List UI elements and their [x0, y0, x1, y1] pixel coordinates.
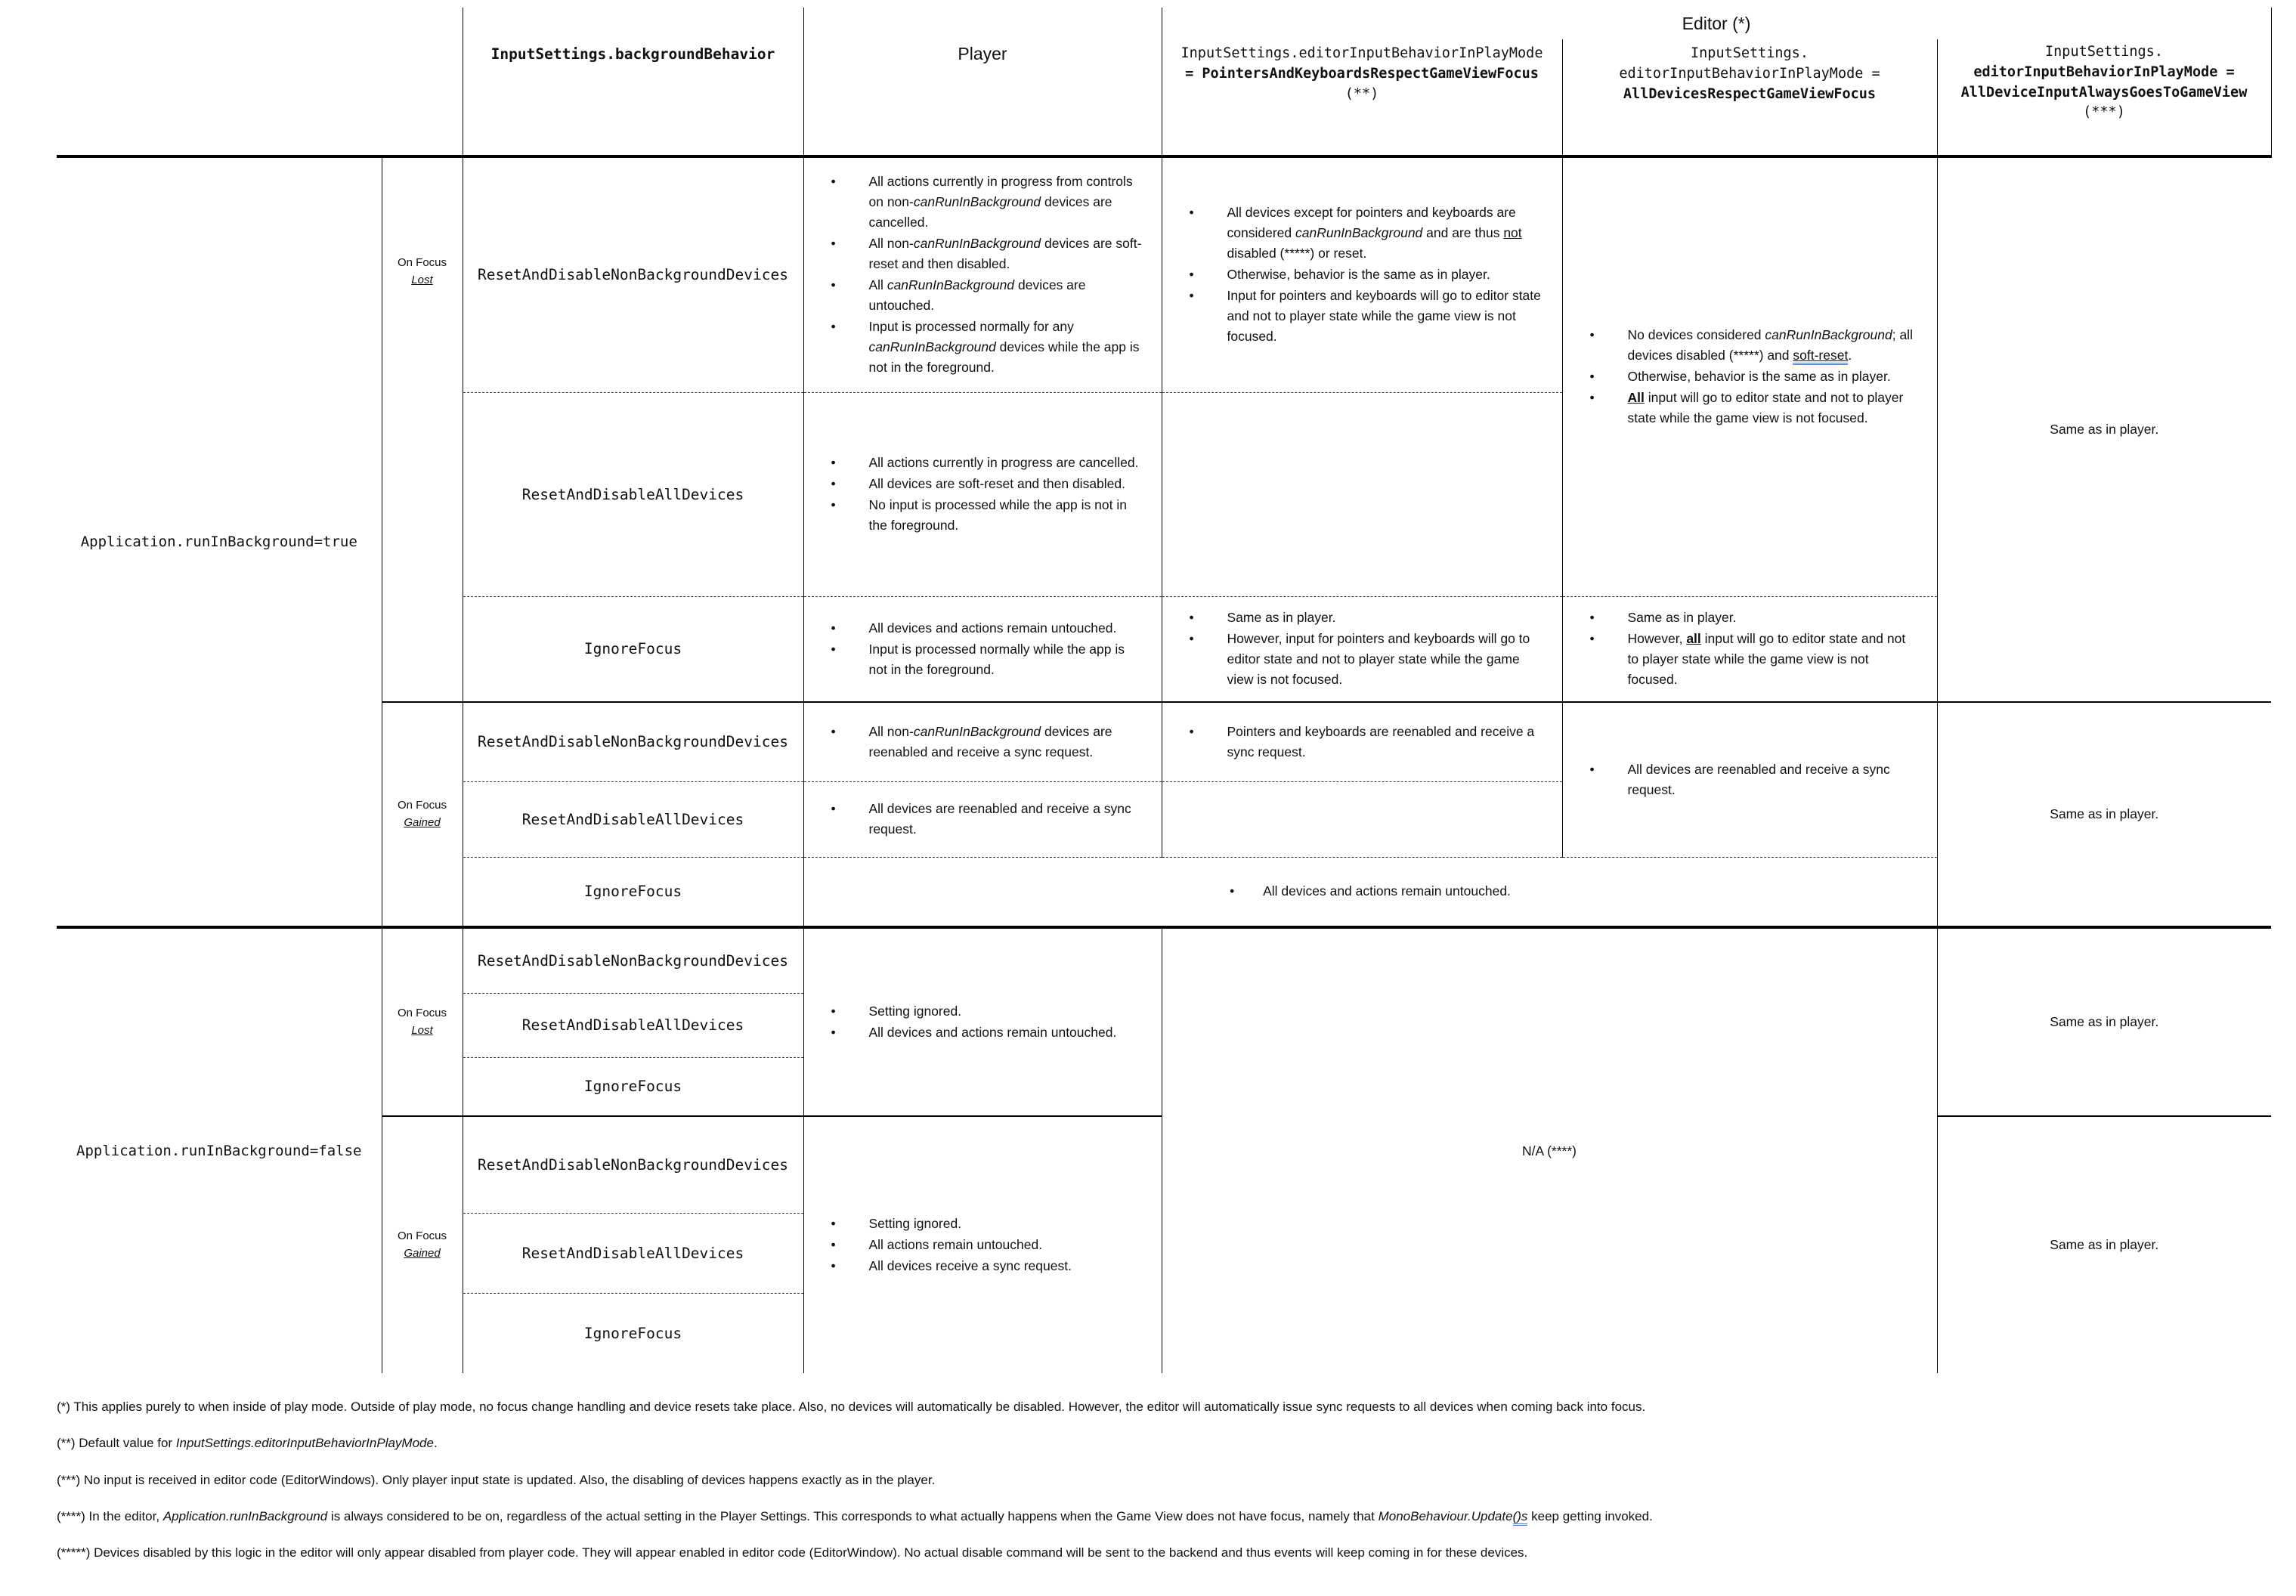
cell-editor-pk-true-gained-alldevices-empty [1162, 781, 1562, 857]
cell-editor-pk-true-gained-nonbackground [1162, 702, 1562, 781]
text-run: devices while the app is not in the foreground. [868, 339, 1140, 376]
bullet-marker: • [831, 497, 836, 512]
bullet-item [1170, 608, 1555, 628]
bullet-text [1227, 608, 1555, 628]
cell-editor-pk-true-lost-alldevices-empty [1162, 392, 1562, 596]
text-run: Otherwise, behavior is the same as in player. [1627, 369, 1891, 385]
cell-player-true-lost-nonbackground [803, 156, 1162, 392]
text-run: Application.runInBackground [162, 1508, 328, 1523]
header-editor-group: Editor (*) [1162, 8, 2271, 39]
cell-merged-true-gained-ignorefocus [803, 857, 1937, 927]
bullet-item [1570, 629, 1929, 690]
text-run: devices are cancelled. [868, 194, 1112, 230]
bullet-marker: • [1189, 288, 1194, 304]
bullet-item [1170, 286, 1555, 347]
bullet-item [812, 1214, 1154, 1234]
text-run: input will go to editor state and not to player state while the game view is not focused. [1627, 631, 1906, 688]
on-focus-label: On Focus [397, 1007, 447, 1019]
header-line: (***) [2083, 104, 2125, 121]
text-run: All devices and actions remain untouched. [868, 1025, 1117, 1040]
cell-on-focus-gained-false [382, 1116, 463, 1373]
bullet-text [1628, 388, 1929, 428]
on-focus-label: On Focus [397, 799, 447, 812]
header-editor-all-input-gameview [1937, 39, 2271, 156]
footnote-run-in-background-editor [57, 1508, 2273, 1524]
bullet-marker: • [1189, 610, 1194, 626]
bullet-item [812, 495, 1154, 536]
bullet-text [869, 1256, 1154, 1276]
header-spacer-left [57, 39, 463, 156]
bullet-marker: • [1589, 390, 1595, 406]
bullet-item [812, 275, 1154, 316]
text-run: and are thus [1422, 225, 1504, 241]
cell-behavior-reset-nonbackground: ResetAndDisableNonBackgroundDevices [463, 156, 803, 392]
table-body [57, 156, 2271, 1373]
row-true-lost-nonbackground [57, 156, 2271, 392]
focus-lost-label: Lost [411, 273, 433, 286]
text-run: All non- [868, 236, 914, 252]
bullet-item [1570, 608, 1929, 628]
bullet-marker: • [1189, 205, 1194, 221]
header-line: InputSettings. [1691, 45, 1809, 61]
text-run: canRunInBackground [887, 277, 1015, 293]
bullet-marker: • [831, 1216, 836, 1231]
cell-editor-pk-true-lost-nonbackground [1162, 156, 1562, 392]
cell-on-focus-gained-true [382, 702, 463, 927]
cell-on-focus-lost-true [382, 156, 463, 702]
footnotes-section [57, 1399, 2273, 1560]
bullet-marker: • [1189, 723, 1194, 739]
text-run: keep getting invoked. [1527, 1508, 1653, 1523]
header-editor-pointers-keyboards [1162, 39, 1562, 156]
text-run: Otherwise, behavior is the same as in player. [1227, 267, 1490, 283]
cell-behavior-ignorefocus: IgnoreFocus [463, 1057, 803, 1116]
cell-editor-alldevices-true-gained-span [1562, 702, 1937, 857]
text-run: soft-reset [1793, 348, 1848, 365]
bullet-marker: • [1230, 883, 1235, 899]
bullet-marker: • [831, 319, 836, 335]
bullet-text [1227, 286, 1555, 347]
cell-behavior-reset-nonbackground: ResetAndDisableNonBackgroundDevices [463, 702, 803, 781]
text-run: canRunInBackground [913, 236, 1041, 252]
bullet-item [812, 799, 1154, 840]
bullet-item [812, 317, 1154, 378]
bullet-text [869, 495, 1154, 536]
bullet-item [1170, 203, 1555, 264]
focus-gained-label: Gained [404, 815, 441, 829]
cell-behavior-reset-nonbackground: ResetAndDisableNonBackgroundDevices [463, 1116, 803, 1213]
bullet-text [869, 1022, 1154, 1043]
bullet-item [1170, 722, 1555, 762]
bullet-marker: • [831, 620, 836, 636]
bullet-item [812, 1256, 1154, 1276]
footnote-play-mode [57, 1399, 2273, 1415]
bullet-marker: • [831, 476, 836, 491]
bullet-item [812, 722, 1154, 762]
text-run: not [1503, 225, 1522, 241]
bullet-text [1628, 608, 1929, 628]
bullet-marker: • [831, 1258, 836, 1273]
bullet-item [812, 234, 1154, 274]
cell-editor-allinput-true-lost: Same as in player. [1937, 156, 2271, 702]
cell-player-true-lost-alldevices [803, 392, 1162, 596]
bullet-marker: • [1589, 369, 1595, 385]
text-run: All devices are reenabled and receive a sync request. [1627, 761, 1890, 797]
bullet-text [869, 1214, 1154, 1234]
header-line: AllDevicesRespectGameViewFocus [1623, 85, 1877, 102]
text-run: All devices and actions remain untouched. [868, 620, 1117, 636]
row-true-gained-nonbackground [57, 702, 2271, 781]
header-columns-row [57, 39, 2271, 156]
bullet-item [812, 474, 1154, 494]
bullet-text [1628, 759, 1929, 800]
text-run: devices are untouched. [868, 277, 1086, 314]
cell-editor-not-applicable: N/A (****) [1162, 927, 1937, 1373]
text-run: MonoBehaviour.Update [1378, 1508, 1513, 1523]
cell-behavior-reset-nonbackground: ResetAndDisableNonBackgroundDevices [463, 927, 803, 993]
text-run: All devices receive a sync request. [868, 1258, 1072, 1273]
text-run: No input is processed while the app is not in the foreground. [868, 497, 1127, 533]
text-run: All actions currently in progress are cancelled. [868, 455, 1139, 470]
text-run: All non- [868, 723, 914, 739]
cell-player-true-gained-alldevices [803, 781, 1162, 857]
cell-player-true-lost-ignorefocus [803, 596, 1162, 702]
bullet-text [869, 1001, 1154, 1022]
text-run: (**) Default value for [57, 1436, 176, 1451]
bullet-marker: • [831, 723, 836, 739]
text-run: (*) This applies purely to when inside of play mode. Outside of play mode, no focus change handling and device resets take place. Also, no devices will automatically be disabled. However, the editor will automatically issue sync requests to all devices when coming back into focus. [57, 1400, 1646, 1414]
bullet-text [869, 453, 1154, 473]
text-run: All [868, 277, 887, 293]
bullet-text [1263, 881, 1511, 902]
bullet-text [869, 618, 1154, 639]
bullet-item [1570, 759, 1929, 800]
bullet-marker: • [831, 1237, 836, 1252]
text-run: All devices are reenabled and receive a sync request. [868, 801, 1131, 837]
footnote-devices-disabled [57, 1545, 2273, 1560]
text-run: Same as in player. [1227, 610, 1336, 626]
header-player: Player [803, 39, 1162, 156]
text-run: All actions remain untouched. [868, 1237, 1043, 1252]
row-false-lost-nonbackground [57, 927, 2271, 993]
bullet-marker: • [831, 801, 836, 816]
text-run: InputSettings.editorInputBehaviorInPlayMode [175, 1436, 434, 1451]
text-run: is always considered to be on, regardless of the actual setting in the Player Settings. This corresponds to what actually happens when the Game View does not have focus, namely that [327, 1508, 1379, 1523]
bullet-text [1227, 629, 1555, 690]
header-spacer-background-behavior [463, 8, 803, 39]
on-focus-label: On Focus [397, 256, 447, 269]
text-run: all [1686, 631, 1701, 647]
bullet-marker: • [831, 277, 836, 293]
header-line: (**) [1344, 85, 1379, 102]
header-line: editorInputBehaviorInPlayMode = [1619, 65, 1880, 82]
cell-player-true-gained-nonbackground [803, 702, 1162, 781]
text-run: No devices considered [1627, 327, 1765, 343]
bullet-text [1227, 203, 1555, 264]
text-run: All devices except for pointers and keyboards are considered [1227, 205, 1516, 241]
bullet-marker: • [831, 236, 836, 252]
bullet-marker: • [1589, 610, 1595, 626]
bullet-text [1628, 367, 1929, 387]
bullet-text [1628, 629, 1929, 690]
header-background-behavior: InputSettings.backgroundBehavior [463, 39, 803, 156]
focus-gained-label: Gained [404, 1246, 441, 1260]
bullet-text [1227, 264, 1555, 285]
header-line: AllDeviceInputAlwaysGoesToGameView [1960, 84, 2248, 101]
cell-behavior-reset-alldevices: ResetAndDisableAllDevices [463, 993, 803, 1057]
bullet-text [1628, 325, 1929, 366]
text-run: devices are reenabled and receive a sync request. [868, 723, 1112, 759]
text-run: Setting ignored. [868, 1004, 962, 1019]
bullet-marker: • [1189, 267, 1194, 283]
footnote-editor-code [57, 1472, 2273, 1488]
text-run: ()s [1513, 1509, 1528, 1526]
cell-editor-allinput-false-lost: Same as in player. [1937, 927, 2271, 1116]
cell-behavior-reset-alldevices: ResetAndDisableAllDevices [463, 1213, 803, 1293]
text-run: All actions currently in progress from controls on non- [868, 174, 1133, 210]
header-editor-all-devices-respect [1562, 39, 1937, 156]
cell-behavior-reset-alldevices: ResetAndDisableAllDevices [463, 392, 803, 596]
text-run: canRunInBackground [913, 194, 1041, 210]
header-group-row [57, 8, 2271, 39]
text-run: Input is processed normally for any [868, 319, 1074, 335]
input-background-behavior-table [57, 8, 2272, 1373]
bullet-item [812, 881, 1929, 902]
cell-behavior-ignorefocus: IgnoreFocus [463, 596, 803, 702]
text-run: . [433, 1436, 438, 1451]
cell-behavior-reset-alldevices: ResetAndDisableAllDevices [463, 781, 803, 857]
header-spacer [57, 8, 463, 39]
table-header [57, 8, 2271, 156]
cell-editor-allinput-false-gained: Same as in player. [1937, 1116, 2271, 1373]
cell-run-in-background-false: Application.runInBackground=false [57, 927, 382, 1373]
bullet-marker: • [1589, 327, 1595, 343]
bullet-marker: • [1589, 631, 1595, 647]
bullet-text [869, 275, 1154, 316]
cell-run-in-background-true: Application.runInBackground=true [57, 156, 382, 927]
text-run: Input is processed normally while the app is not in the foreground. [868, 641, 1125, 677]
text-run: All devices and actions remain untouched. [1263, 883, 1511, 899]
bullet-text [1227, 722, 1555, 762]
bullet-item [812, 1022, 1154, 1043]
on-focus-label: On Focus [397, 1229, 447, 1242]
cell-behavior-ignorefocus: IgnoreFocus [463, 857, 803, 927]
text-run: input will go to editor state and not to player state while the game view is not focused. [1627, 390, 1904, 426]
text-run: Input for pointers and keyboards will go to editor state and not to player state while the game view is not focused. [1227, 288, 1541, 345]
bullet-item [812, 172, 1154, 233]
text-run: . [1848, 348, 1852, 363]
bullet-text [869, 799, 1154, 840]
cell-editor-pk-true-lost-ignorefocus [1162, 596, 1562, 702]
bullet-item [1170, 629, 1555, 690]
bullet-text [869, 639, 1154, 680]
text-run: All devices are soft-reset and then disabled. [868, 476, 1125, 491]
bullet-text [869, 474, 1154, 494]
bullet-text [869, 722, 1154, 762]
bullet-marker: • [831, 641, 836, 657]
header-spacer-player [803, 8, 1162, 39]
bullet-item [1570, 367, 1929, 387]
text-run: (***) No input is received in editor code (EditorWindows). Only player input state is updated. Also, the disabling of devices happens exactly as in the player. [57, 1472, 936, 1487]
header-line: InputSettings. [2045, 44, 2163, 60]
cell-editor-alldevices-true-lost-ignorefocus [1562, 596, 1937, 702]
cell-player-false-gained [803, 1116, 1162, 1373]
bullet-item [812, 618, 1154, 639]
text-run: Pointers and keyboards are reenabled and receive a sync request. [1227, 723, 1535, 759]
text-run: (****) In the editor, [57, 1508, 163, 1523]
text-run: Same as in player. [1627, 610, 1737, 626]
cell-behavior-ignorefocus: IgnoreFocus [463, 1293, 803, 1373]
text-run: disabled (*****) or reset. [1227, 246, 1367, 261]
bullet-item [812, 1001, 1154, 1022]
bullet-item [1570, 325, 1929, 366]
text-run: However, input for pointers and keyboards will go to editor state and not to player state while the game view is not focused. [1227, 631, 1530, 688]
text-run: ; all devices disabled (*****) and [1627, 327, 1913, 363]
bullet-item [1170, 264, 1555, 285]
focus-lost-label: Lost [411, 1023, 433, 1037]
bullet-marker: • [1589, 761, 1595, 777]
footnote-default-value [57, 1435, 2273, 1451]
bullet-item [812, 453, 1154, 473]
text-run: canRunInBackground [1765, 327, 1892, 343]
bullet-text [869, 317, 1154, 378]
text-run: Setting ignored. [868, 1216, 962, 1231]
cell-player-false-lost [803, 927, 1162, 1116]
text-run: (*****) Devices disabled by this logic in the editor will only appear disabled from player code. They will appear enabled in editor code (EditorWindow). No actual disable command will be sent to the backend and thus events will keep coming in for these devices. [57, 1545, 1528, 1560]
bullet-marker: • [1189, 631, 1194, 647]
header-line: InputSettings.editorInputBehaviorInPlayMode [1180, 45, 1543, 61]
text-run: canRunInBackground [913, 723, 1041, 739]
bullet-text [869, 1235, 1154, 1255]
text-run: All [1627, 390, 1645, 406]
bullet-marker: • [831, 1004, 836, 1019]
bullet-text [869, 234, 1154, 274]
text-run: canRunInBackground [868, 339, 996, 355]
text-run: However, [1627, 631, 1687, 647]
bullet-text [869, 172, 1154, 233]
cell-on-focus-lost-false [382, 927, 463, 1116]
bullet-marker: • [831, 455, 836, 470]
text-run: canRunInBackground [1295, 225, 1423, 241]
bullet-marker: • [831, 1025, 836, 1040]
bullet-marker: • [831, 174, 836, 190]
text-run: devices are soft-reset and then disabled. [868, 236, 1142, 272]
bullet-item [1570, 388, 1929, 428]
bullet-item [812, 1235, 1154, 1255]
header-line: editorInputBehaviorInPlayMode = [1973, 63, 2235, 80]
bullet-item [812, 639, 1154, 680]
header-line: = PointersAndKeyboardsRespectGameViewFocus [1185, 65, 1539, 82]
cell-editor-alldevices-true-lost-span [1562, 156, 1937, 596]
cell-editor-allinput-true-gained: Same as in player. [1937, 702, 2271, 927]
